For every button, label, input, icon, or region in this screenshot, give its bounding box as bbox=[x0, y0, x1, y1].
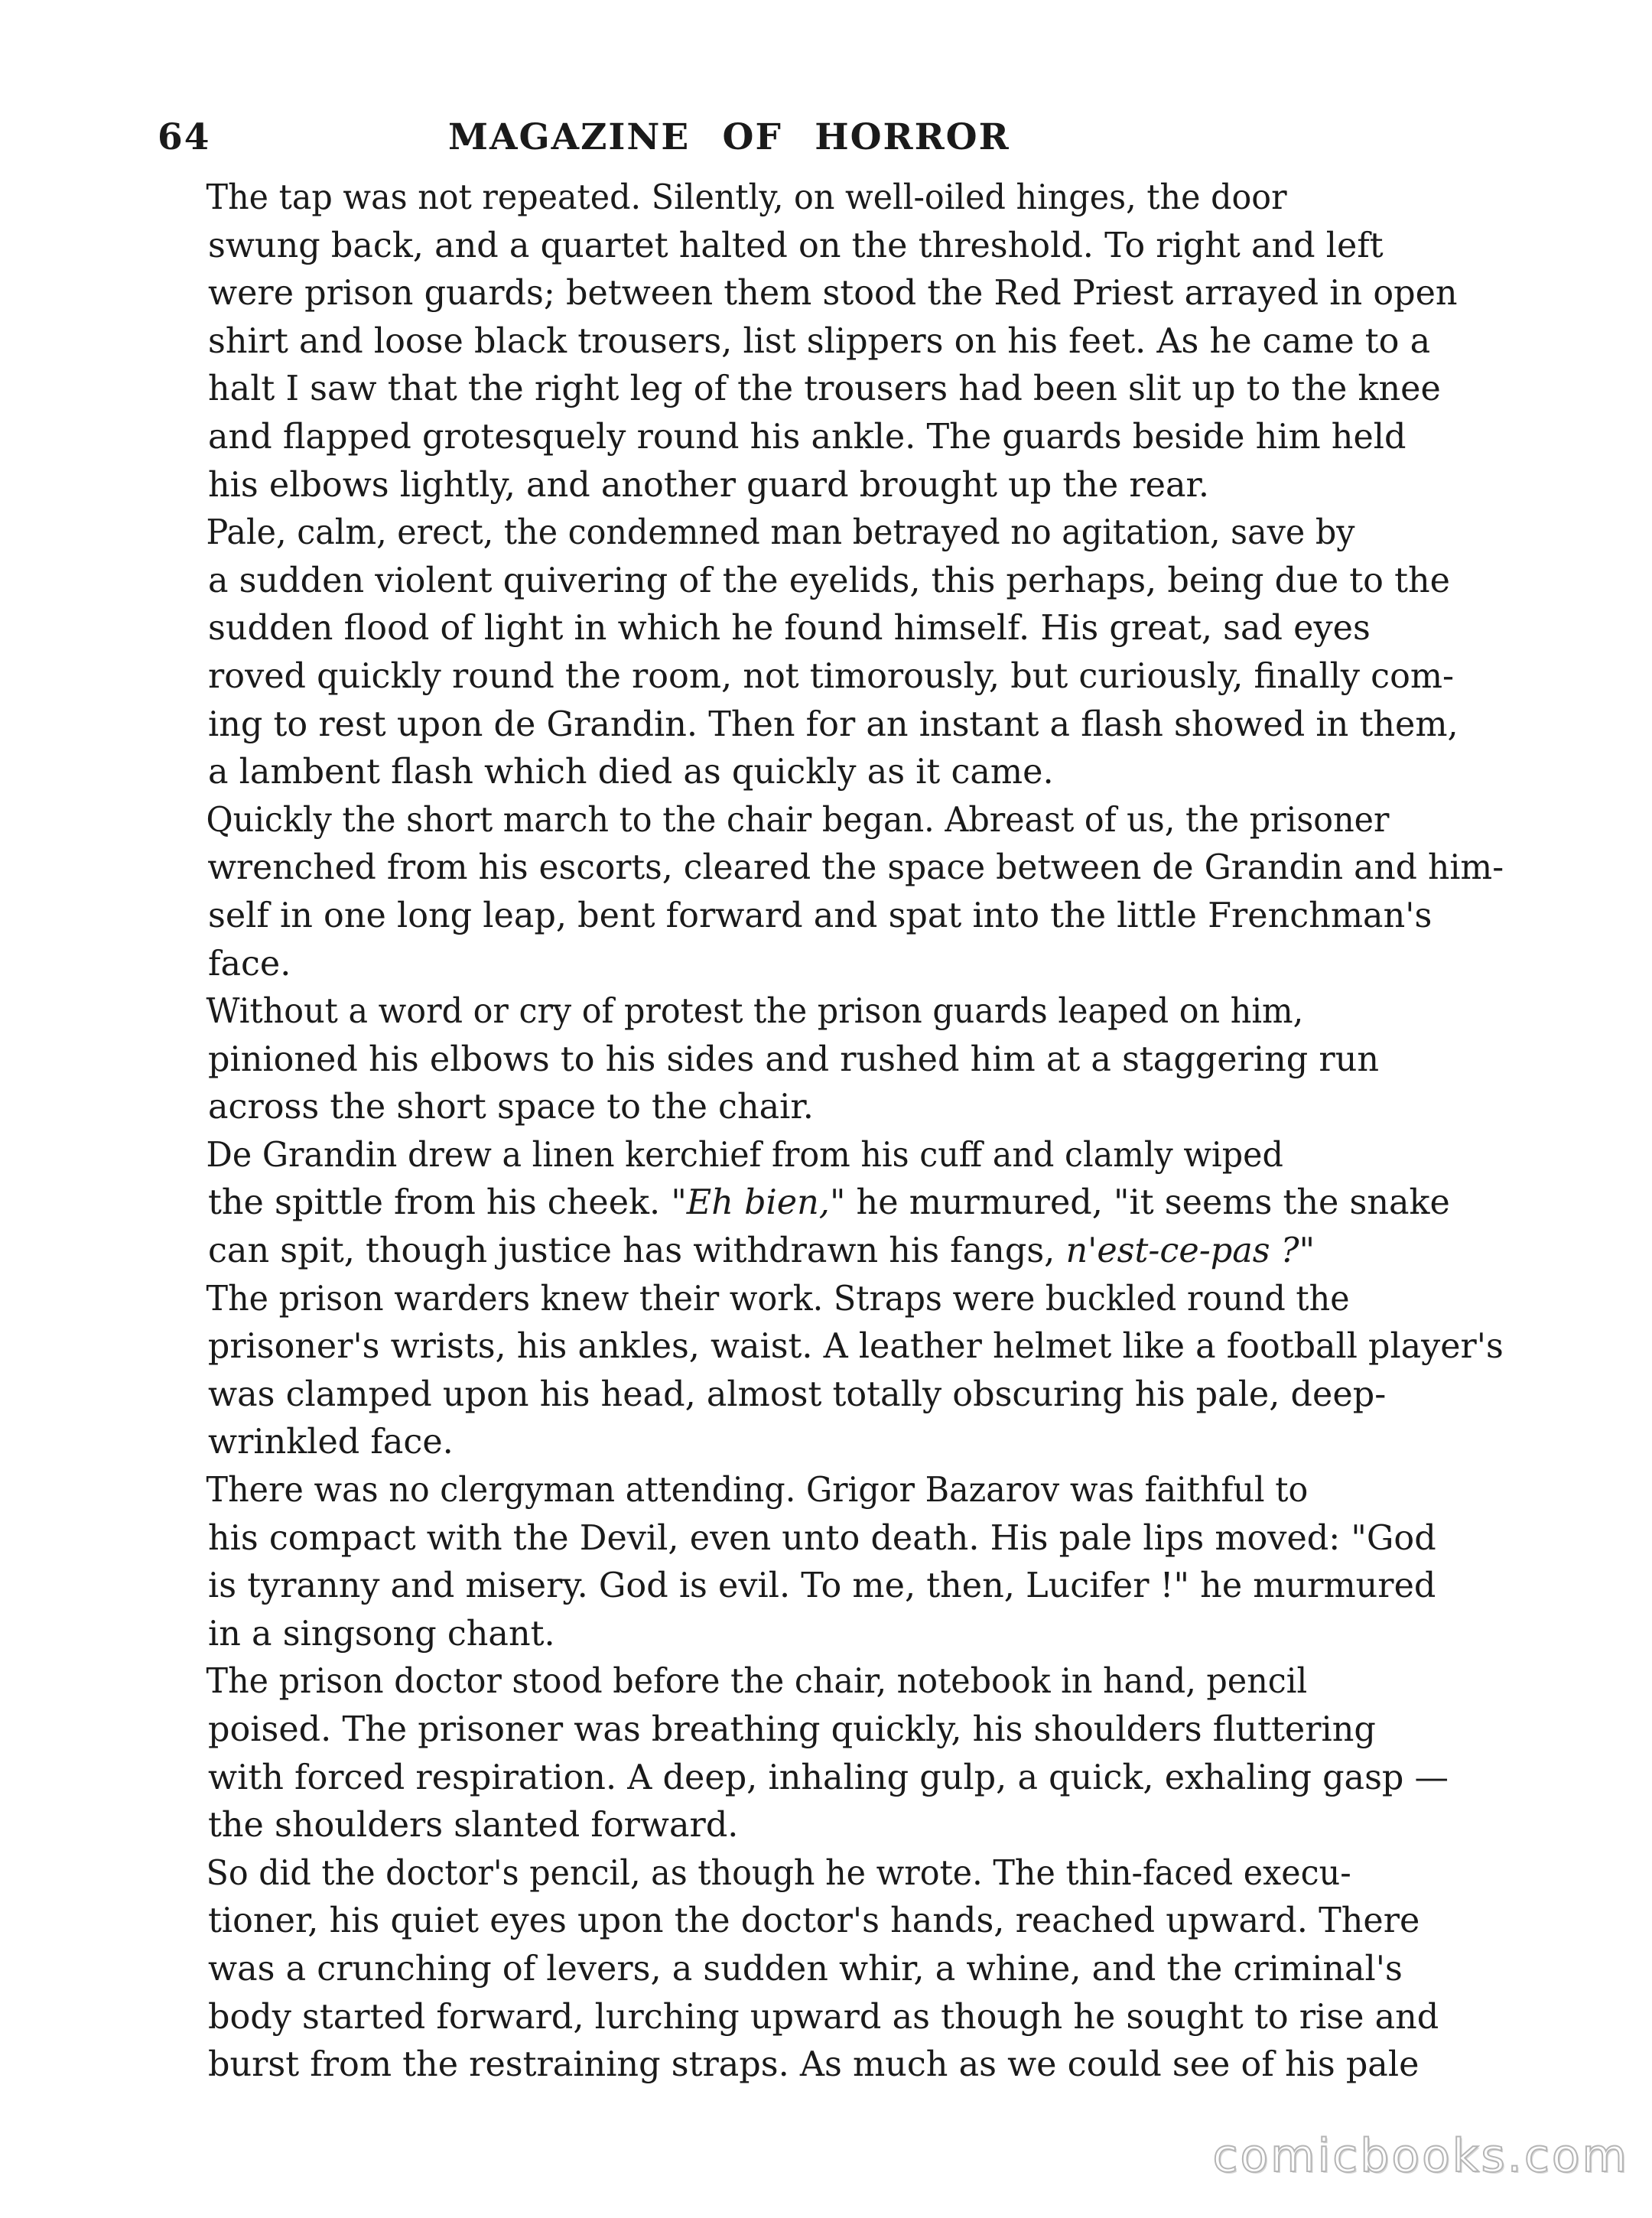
text-line: wrinkled face. bbox=[208, 1423, 454, 1462]
paragraph bbox=[158, 988, 1504, 1132]
text-line: So did the doctor's pencil, as though he wrote. The thin-faced execu- bbox=[206, 1853, 1351, 1893]
text-line: his compact with the Devil, even unto death. His pale lips moved: "God bbox=[208, 1518, 1436, 1558]
text-line: pinioned his elbows to his sides and rushed him at a staggering run bbox=[208, 1039, 1380, 1079]
text-run: " bbox=[1299, 1231, 1315, 1271]
paragraph bbox=[158, 509, 1504, 797]
text-line: prisoner's wrists, his ankles, waist. A leather helmet like a football player's bbox=[207, 1327, 1504, 1367]
text-line: wrenched from his escorts, cleared the space between de Grandin and him- bbox=[207, 848, 1504, 888]
text-line: was a crunching of levers, a sudden whir, a whine, and the criminal's bbox=[208, 1949, 1403, 1989]
text-line: tioner, his quiet eyes upon the doctor's hands, reached upward. There bbox=[208, 1901, 1420, 1941]
text-line: in a singsong chant. bbox=[208, 1614, 555, 1654]
text-line bbox=[158, 1228, 1504, 1276]
paragraph bbox=[158, 1276, 1504, 1467]
italic-phrase: n'est-ce-pas ? bbox=[1065, 1231, 1299, 1271]
text-run: the spittle from his cheek. " bbox=[208, 1183, 687, 1223]
body-text bbox=[158, 174, 1504, 2090]
text-line: swung back, and a quartet halted on the threshold. To right and left bbox=[208, 226, 1384, 265]
text-line: with forced respiration. A deep, inhaling gulp, a quick, exhaling gasp — bbox=[208, 1758, 1449, 1797]
paragraph bbox=[158, 1467, 1504, 1658]
text-line: self in one long leap, bent forward and spat into the little Frenchman's bbox=[208, 896, 1432, 935]
text-line: body started forward, lurching upward as though he sought to rise and bbox=[208, 1997, 1439, 2037]
text-line: poised. The prisoner was breathing quickly, his shoulders fluttering bbox=[208, 1710, 1376, 1749]
text-line: Without a word or cry of protest the prison guards leaped on him, bbox=[206, 992, 1304, 1032]
text-run: can spit, though justice has withdrawn his fangs, bbox=[208, 1231, 1066, 1271]
text-line: across the short space to the chair. bbox=[208, 1088, 814, 1127]
text-line: the shoulders slanted forward. bbox=[208, 1806, 739, 1846]
text-line: and flapped grotesquely round his ankle. The guards beside him held bbox=[208, 417, 1406, 457]
text-line bbox=[158, 1179, 1504, 1228]
text-line: Quickly the short march to the chair began. Abreast of us, the prisoner bbox=[206, 800, 1390, 840]
text-line: is tyranny and misery. God is evil. To me, then, Lucifer !" he murmured bbox=[208, 1566, 1436, 1606]
page bbox=[158, 116, 1504, 2090]
paragraph bbox=[158, 1658, 1504, 1849]
text-line: were prison guards; between them stood the Red Priest arrayed in open bbox=[208, 274, 1458, 314]
page-header bbox=[158, 116, 1504, 174]
text-line: a lambent flash which died as quickly as it came. bbox=[208, 753, 1054, 792]
text-line: halt I saw that the right leg of the trousers had been slit up to the knee bbox=[208, 369, 1441, 409]
paragraph bbox=[158, 1850, 1504, 2090]
text-line: De Grandin drew a linen kerchief from his cuff and clamly wiped bbox=[206, 1135, 1283, 1175]
text-line: a sudden violent quivering of the eyelids, this perhaps, being due to the bbox=[208, 561, 1450, 600]
italic-phrase: Eh bien, bbox=[686, 1183, 830, 1223]
text-line: Pale, calm, erect, the condemned man betrayed no agitation, save by bbox=[206, 513, 1355, 553]
text-line: The tap was not repeated. Silently, on well-oiled hinges, the door bbox=[206, 178, 1287, 217]
text-line: The prison doctor stood before the chair, notebook in hand, pencil bbox=[206, 1662, 1308, 1702]
text-line: shirt and loose black trousers, list slippers on his feet. As he came to a bbox=[208, 321, 1431, 361]
running-head: MAGAZINE OF HORROR bbox=[448, 116, 1010, 158]
text-line: face. bbox=[208, 944, 291, 984]
text-run: " he murmured, "it seems the snake bbox=[829, 1183, 1450, 1223]
paragraph bbox=[158, 1132, 1504, 1276]
watermark: comicbooks.com bbox=[1212, 2129, 1629, 2183]
page-number: 64 bbox=[158, 116, 211, 158]
text-line: sudden flood of light in which he found himself. His great, sad eyes bbox=[208, 609, 1371, 649]
text-line: There was no clergyman attending. Grigor Bazarov was faithful to bbox=[206, 1471, 1309, 1511]
paragraph bbox=[158, 797, 1504, 988]
text-line: burst from the restraining straps. As much as we could see of his pale bbox=[208, 2045, 1419, 2085]
text-line: The prison warders knew their work. Straps were buckled round the bbox=[206, 1279, 1350, 1319]
text-line: ing to rest upon de Grandin. Then for an instant a flash showed in them, bbox=[208, 704, 1459, 744]
paragraph bbox=[158, 174, 1504, 509]
text-line: his elbows lightly, and another guard brought up the rear. bbox=[208, 465, 1210, 505]
text-line: was clamped upon his head, almost totally obscuring his pale, deep- bbox=[208, 1374, 1387, 1414]
text-line: roved quickly round the room, not timorously, but curiously, finally com- bbox=[208, 656, 1455, 696]
